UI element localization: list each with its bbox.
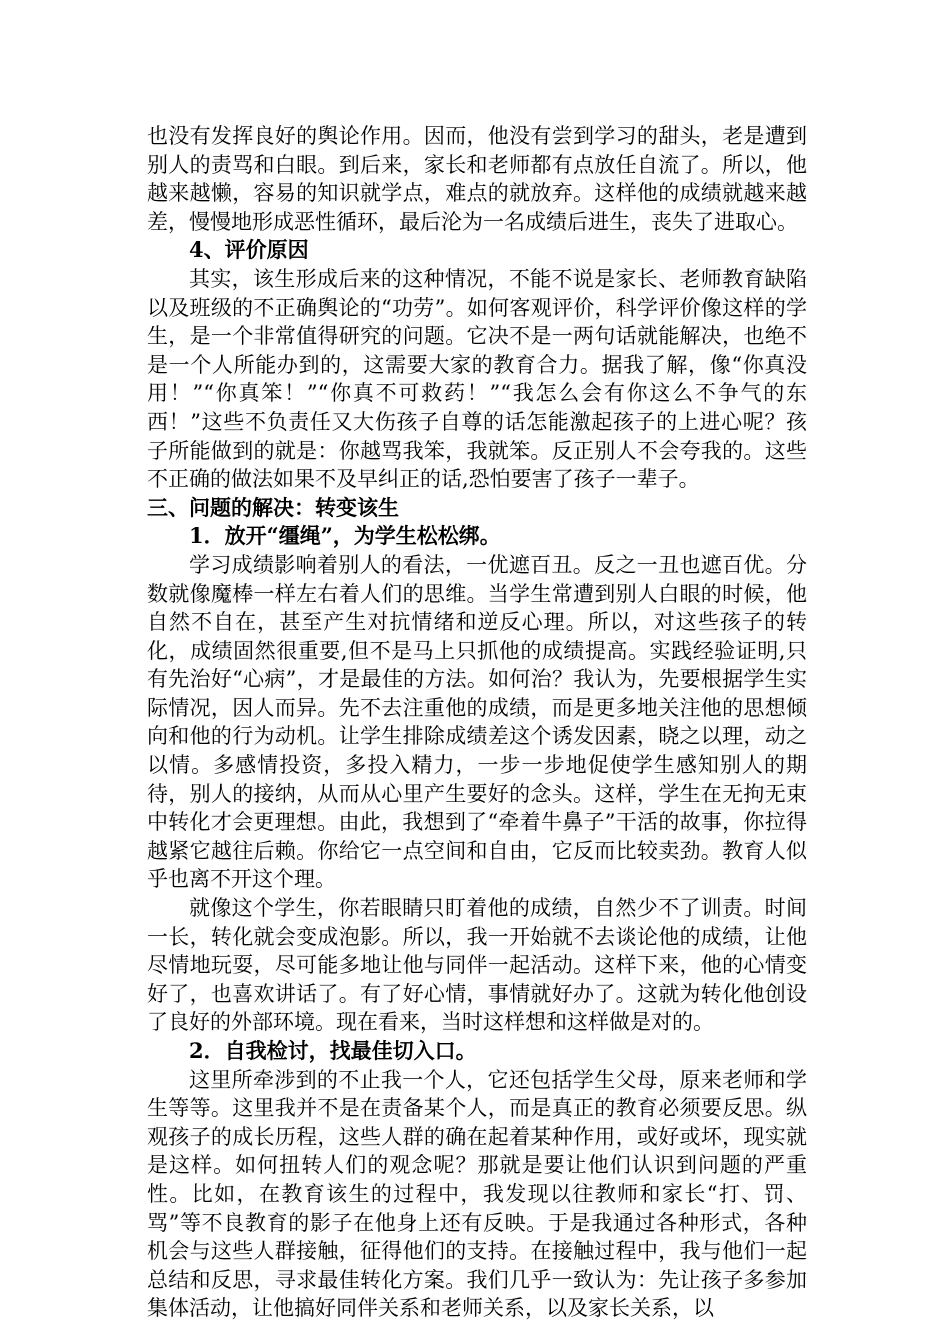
subheading-self-review: 2．自我检讨，找最佳切入口。 (189, 1038, 477, 1063)
paragraph-evaluation: 其实，该生形成后来的这种情况，不能不说是家长、老师教育缺陷以及班级的不正确舆论的“功劳”。如何客观评价，科学评价像这样的学生，是一个非常值得研究的问题。它决不是一两句话就能解决，也绝不是一个人所能办到的，这需要大家的教育合力。据我了解，像“你真没用！”“你真笨！”“你真不可救药！”“我怎么会有你这么不争气的东西！”这些不负责任又大伤孩子自尊的话怎能激起孩子的上进心呢？孩子所能做到的就是：你越骂我笨，我就笨。反正别人不会夸我的。这些不正确的做法如果不及早纠正的话,恐怕要害了孩子一辈子。 (147, 266, 807, 492)
document-page (147, 122, 807, 1323)
subheading-evaluation-reasons: 4、评价原因 (189, 237, 309, 263)
paragraph-student-example: 就像这个学生，你若眼睛只盯着他的成绩，自然少不了训责。时间一长，转化就会变成泡影。所以，我一开始就不去谈论他的成绩，让他尽情地玩耍，尽可能多地让他与同伴一起活动。这样下来，他的心情变好了，也喜欢讲话了。有了好心情，事情就好办了。这就为转化他创设了良好的外部环境。现在看来，当时这样想和这样做是对的。 (147, 896, 807, 1035)
paragraph-continuation: 也没有发挥良好的舆论作用。因而，他没有尝到学习的甜头，老是遭到别人的责骂和白眼。到后来，家长和老师都有点放任自流了。所以，他越来越懒，容易的知识就学点，难点的就放弃。这样他的成绩就越来越差，慢慢地形成恶性循环，最后沦为一名成绩后进生，丧失了进取心。 (147, 124, 807, 234)
paragraph-reflection: 这里所牵涉到的不止我一个人，它还包括学生父母，原来老师和学生等等。这里我并不是在责备某个人，而是真正的教育必须要反思。纵观孩子的成长历程，这些人群的确在起着某种作用，或好或坏，现实就是这样。如何扭转人们的观念呢？那就是要让他们认识到问题的严重性。比如，在教育该生的过程中，我发现以往教师和家长“打、罚、骂”等不良教育的影子在他身上还有反映。于是我通过各种形式，各种机会与这些人群接触，征得他们的支持。在接触过程中，我与他们一起总结和反思，寻求最佳转化方案。我们几乎一致认为：先让孩子多参加集体活动，让他搞好同伴关系和老师关系，以及家长关系，以 (147, 1067, 807, 1321)
paragraph-grades-influence: 学习成绩影响着别人的看法，一优遮百丑。反之一丑也遮百优。分数就像魔棒一样左右着人们的思维。当学生常遭到别人白眼的时候，他自然不自在，甚至产生对抗情绪和逆反心理。所以，对这些孩子的转化，成绩固然很重要,但不是马上只抓他的成绩提高。实践经验证明,只有先治好“心病”，才是最佳的方法。如何治？我认为，先要根据学生实际情况，因人而异。先不去注重他的成绩，而是更多地关注他的思想倾向和他的行为动机。让学生排除成绩差这个诱发因素，晓之以理，动之以情。多感情投资，多投入精力，一步一步地促使学生感知别人的期待，别人的接纳，从而从心里产生要好的念头。这样，学生在无拘无束中转化才会更理想。由此，我想到了“牵着牛鼻子”干活的故事，你拉得越紧它越往后赖。你给它一点空间和自由，它反而比较卖劲。教育人似乎也离不开这个理。 (147, 552, 807, 892)
section-heading-solution: 三、问题的解决：转变该生 (147, 494, 399, 520)
subheading-loosen-reins: 1．放开“缰绳”，为学生松松绑。 (189, 523, 501, 549)
